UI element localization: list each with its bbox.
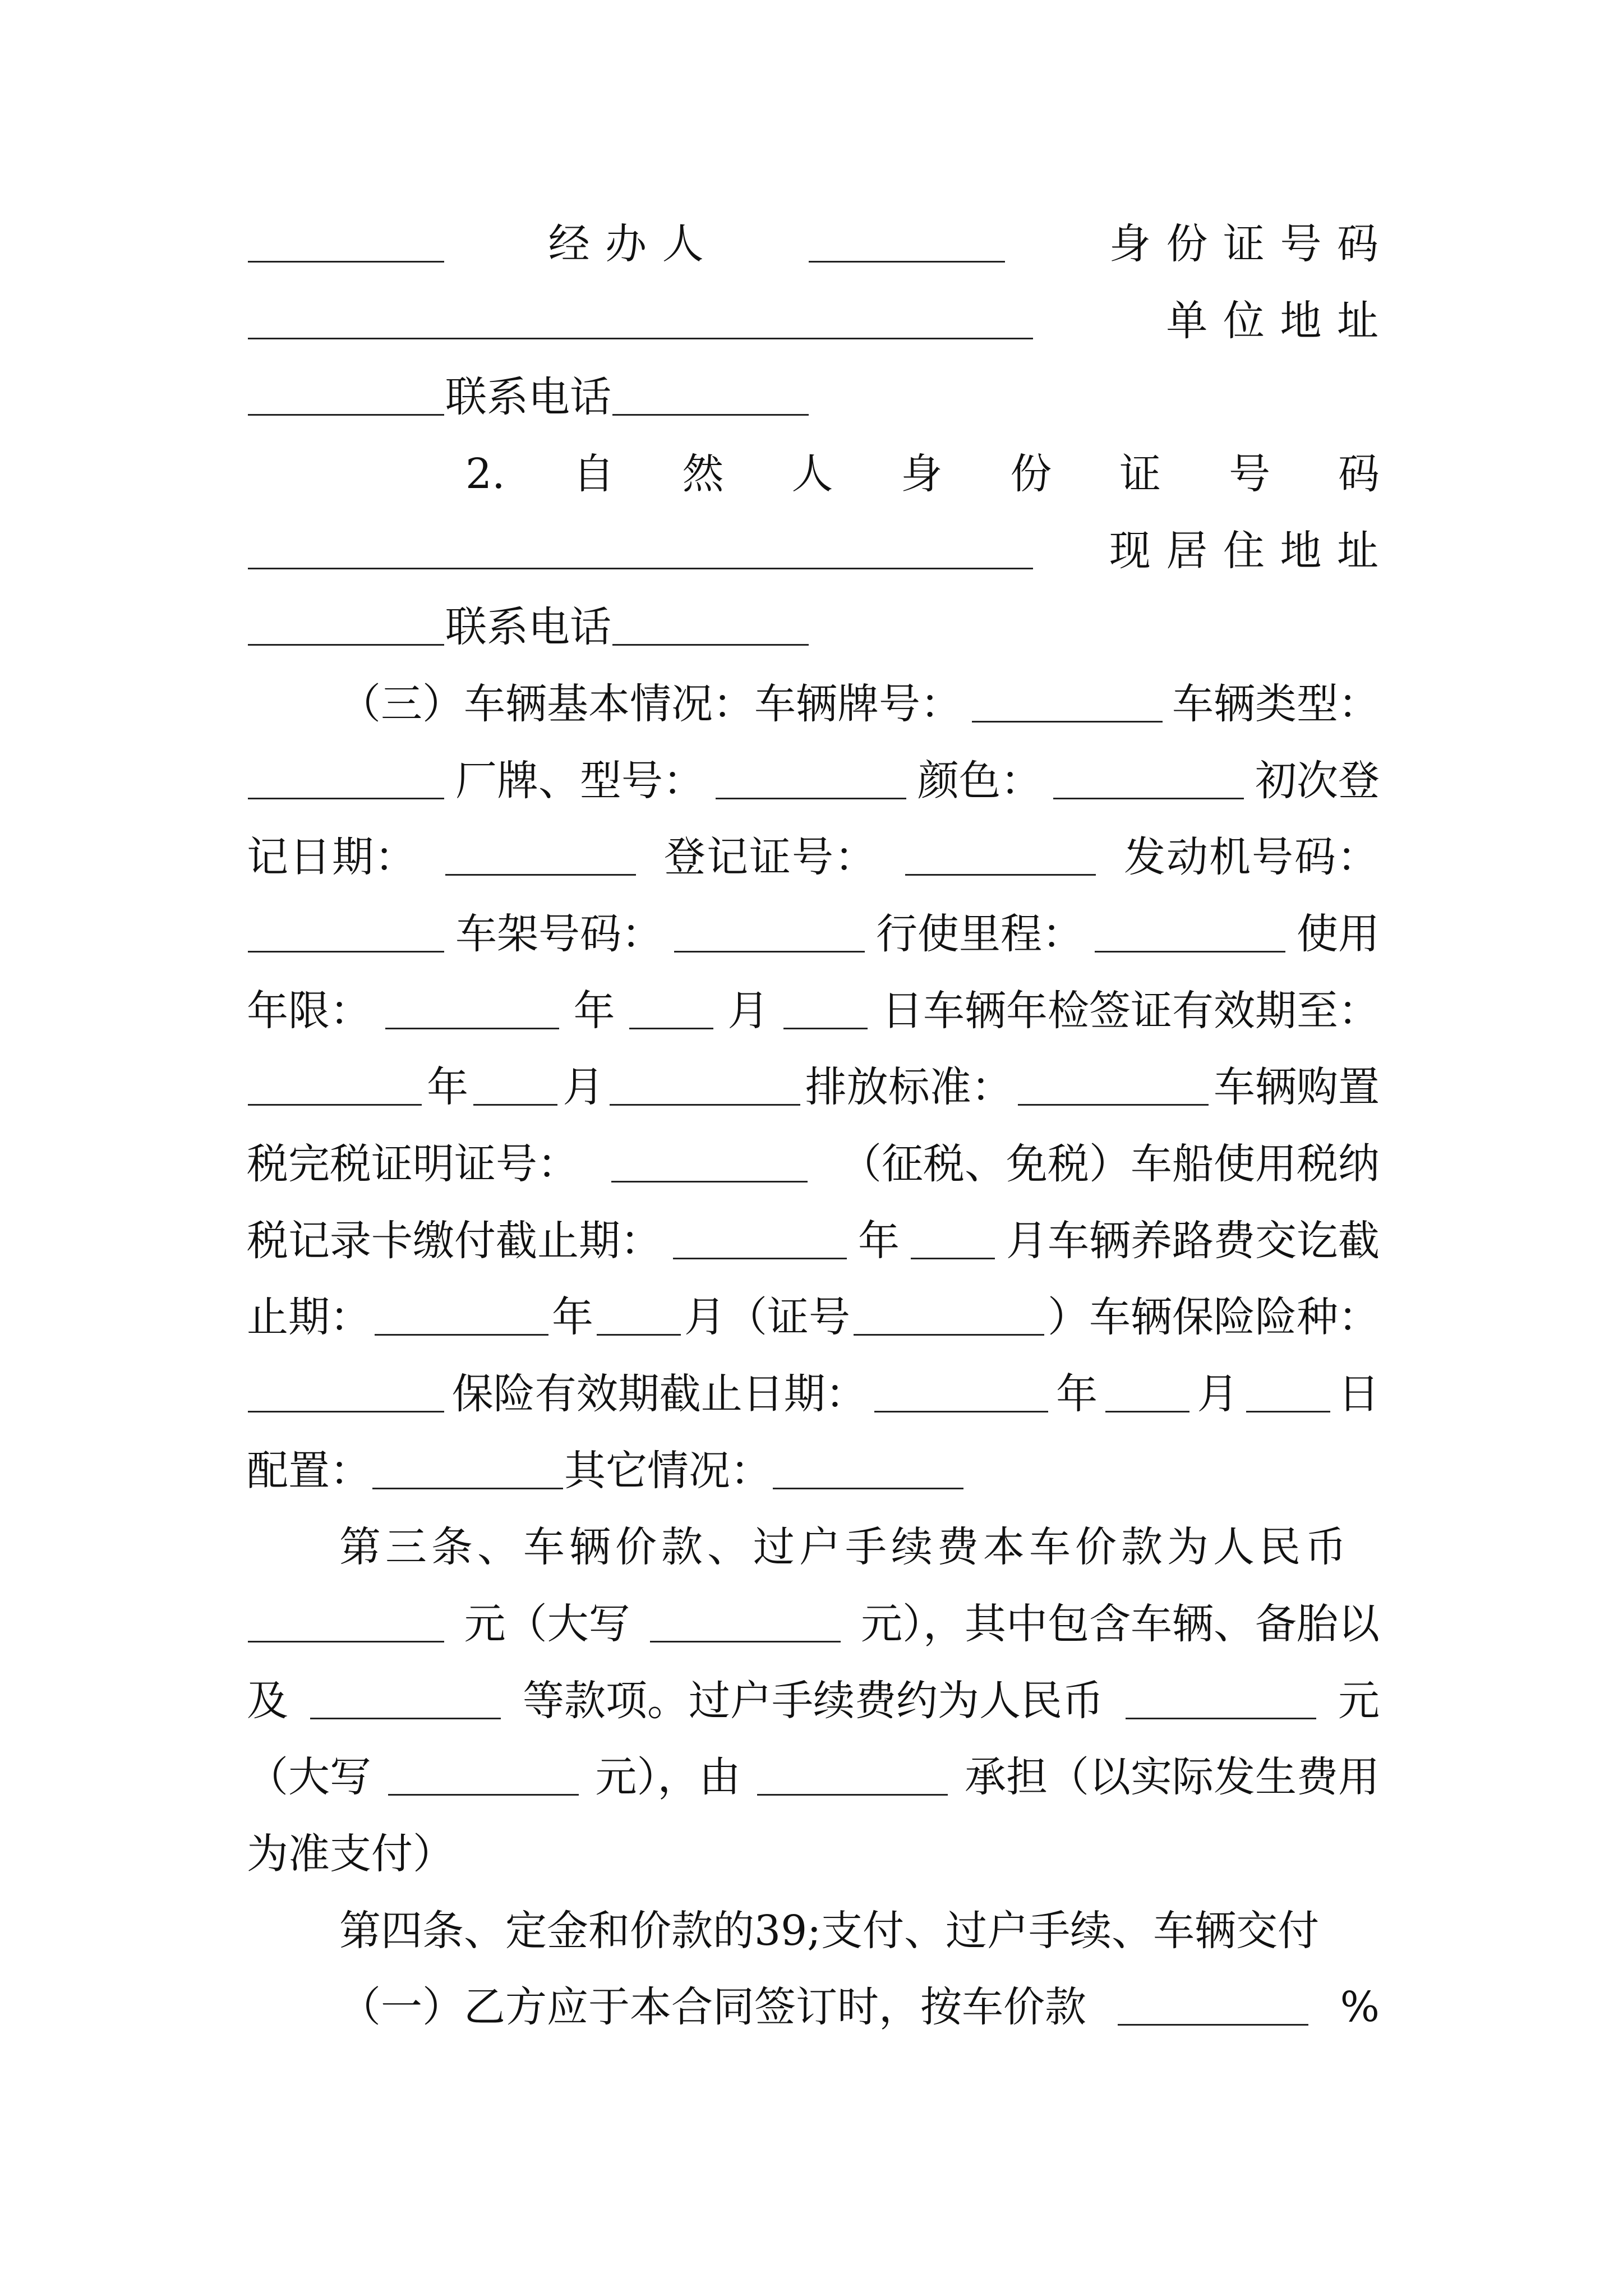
line-natural-person-id <box>465 440 1380 508</box>
line-article-3 <box>339 1513 1380 1581</box>
label-registration-date: 记日期： <box>247 833 417 881</box>
label-registration-cert: 登记证号： <box>664 833 877 881</box>
blank-field[interactable] <box>248 609 444 646</box>
label-tax-type: （征税、免税）车船使用税纳 <box>840 1140 1380 1188</box>
line-current-address <box>247 517 1380 585</box>
label-other-info: 其它情况： <box>564 1447 772 1495</box>
blank-field[interactable] <box>445 839 636 876</box>
blank-field[interactable] <box>248 226 444 263</box>
line-unit-address <box>247 287 1380 355</box>
blank-field[interactable] <box>610 1069 800 1106</box>
label-in-words: （大写 <box>247 1753 371 1801</box>
blank-field[interactable] <box>1126 1683 1316 1719</box>
label-year: 年 <box>858 1217 900 1265</box>
blank-field[interactable] <box>310 1683 501 1719</box>
blank-field[interactable] <box>911 1223 995 1259</box>
blank-field[interactable] <box>905 839 1096 876</box>
blank-field[interactable] <box>1118 1989 1308 2026</box>
blank-field[interactable] <box>385 993 559 1029</box>
article-4-heading: 第四条、定金和价款的39;支付、过户手续、车辆交付 <box>339 1907 1320 1955</box>
label-transfer-fee: 等款项。过户手续费约为人民币 <box>523 1677 1104 1725</box>
blank-field[interactable] <box>809 226 1005 263</box>
label-id-number: 身 份 证 号 码 <box>1109 220 1380 268</box>
char: 号 <box>1229 450 1271 498</box>
blank-field[interactable] <box>248 916 444 953</box>
blank-field[interactable] <box>372 1453 563 1489</box>
line-registration <box>247 823 1380 891</box>
line-phone-2 <box>247 593 1380 661</box>
line-insurance-expiry <box>247 1360 1380 1428</box>
label-emission-standard: 排放标准： <box>805 1063 1013 1111</box>
blank-field[interactable] <box>375 1299 548 1336</box>
line-brand-model <box>247 747 1380 815</box>
blank-field[interactable] <box>874 1376 1048 1412</box>
label-includes: 元），其中包含车辆、备胎以 <box>860 1600 1380 1648</box>
blank-field[interactable] <box>612 379 809 416</box>
line-tax-cert <box>247 1130 1380 1198</box>
line-article-4 <box>339 1897 1380 1964</box>
blank-field[interactable] <box>388 1759 579 1796</box>
blank-field[interactable] <box>248 1376 444 1412</box>
blank-field[interactable] <box>757 1759 948 1796</box>
line-emission <box>247 1053 1380 1121</box>
label-usage: 使用 <box>1297 910 1380 958</box>
blank-field[interactable] <box>248 303 1033 339</box>
label-mileage: 行使里程： <box>876 910 1083 958</box>
line-price-words <box>247 1590 1380 1658</box>
label-first-registration: 初次登 <box>1255 757 1380 805</box>
blank-field[interactable] <box>473 1069 557 1106</box>
line-transfer-fee <box>247 1667 1380 1734</box>
label-yuan: 元 <box>1338 1677 1380 1725</box>
blank-field[interactable] <box>783 993 868 1029</box>
line-road-fee-deadline <box>247 1283 1380 1351</box>
blank-field[interactable] <box>650 1606 841 1642</box>
line-actual-cost <box>247 1820 1380 1888</box>
blank-field[interactable] <box>1105 1376 1189 1412</box>
label-and: 及 <box>247 1677 288 1725</box>
label-year: 年 <box>427 1063 469 1111</box>
blank-field[interactable] <box>716 763 906 799</box>
label-color: 颜色： <box>917 757 1042 805</box>
label-tax-cert-number: 税完税证明证号： <box>247 1140 579 1188</box>
label-unit-address: 单 位 地 址 <box>1166 297 1380 345</box>
line-chassis <box>247 900 1380 968</box>
char: 码 <box>1338 450 1380 498</box>
char: 份 <box>1010 450 1052 498</box>
label-insurance-expiry: 保险有效期截止日期： <box>451 1370 867 1418</box>
label-brand-model: 厂牌、型号： <box>455 757 704 805</box>
label-month: 月 <box>727 987 769 1035</box>
label-day: 日 <box>1338 1370 1380 1418</box>
label-configuration: 配置： <box>247 1447 371 1495</box>
line-tax-record <box>247 1207 1380 1274</box>
item-number: 2. <box>465 450 505 498</box>
label-agent: 经 办 人 <box>548 220 705 268</box>
label-bear: 承担（以实际发生费用 <box>965 1753 1380 1801</box>
label-chassis-number: 车架号码： <box>455 910 663 958</box>
char: 人 <box>791 450 833 498</box>
blank-field[interactable] <box>1018 1069 1209 1106</box>
line-fee-bearer <box>247 1743 1380 1811</box>
blank-field[interactable] <box>773 1453 963 1489</box>
label-current-address: 现 居 住 地 址 <box>1109 527 1380 575</box>
label-cert-number: 月（证号 <box>684 1293 850 1341</box>
blank-field[interactable] <box>674 916 865 953</box>
label-deadline: 止期： <box>247 1293 371 1341</box>
line-phone-1 <box>247 364 1380 431</box>
char: 自 <box>573 450 615 498</box>
label-actual-payment: 为准支付） <box>247 1830 454 1878</box>
label-insurance-type: ）车辆保险险种： <box>1048 1293 1380 1341</box>
label-by: 元），由 <box>595 1753 741 1801</box>
blank-field[interactable] <box>248 763 444 799</box>
char: 身 <box>901 450 943 498</box>
label-yuan-words: 元（大写 <box>464 1600 630 1648</box>
label-phone: 联系电话 <box>445 373 611 421</box>
label-road-fee: 月车辆养路费交讫截 <box>1006 1217 1380 1265</box>
label-year: 年 <box>573 987 615 1035</box>
line-deposit <box>339 1973 1380 2041</box>
blank-field[interactable] <box>1053 763 1244 799</box>
blank-field[interactable] <box>629 993 713 1029</box>
line-vehicle-basic <box>339 670 1380 738</box>
blank-field[interactable] <box>972 686 1163 723</box>
label-percent: % <box>1340 1983 1380 2031</box>
blank-field[interactable] <box>1246 1376 1330 1412</box>
blank-field[interactable] <box>1095 916 1285 953</box>
label-service-life: 年限： <box>247 987 371 1035</box>
blank-field[interactable] <box>248 379 444 416</box>
blank-field[interactable] <box>854 1299 1044 1336</box>
label-year: 年 <box>1056 1370 1098 1418</box>
blank-field[interactable] <box>248 533 1033 569</box>
blank-field[interactable] <box>611 1146 808 1182</box>
label-phone: 联系电话 <box>445 603 611 651</box>
label-purchase-tax: 车辆购置 <box>1213 1063 1380 1111</box>
line-configuration <box>247 1437 1380 1504</box>
blank-field[interactable] <box>248 1606 444 1642</box>
label-deposit-clause: （一）乙方应于本合同签订时，按车价款 <box>339 1983 1086 2031</box>
label-tax-deadline: 税记录卡缴付截止期： <box>247 1217 662 1265</box>
line-agent <box>247 210 1380 278</box>
label-month: 月 <box>562 1063 605 1111</box>
char: 然 <box>682 450 724 498</box>
char: 证 <box>1119 450 1161 498</box>
label-month: 月 <box>1197 1370 1239 1418</box>
label-inspection-valid: 日车辆年检签证有效期至： <box>881 987 1380 1035</box>
label-vehicle-type: 车辆类型： <box>1172 680 1380 728</box>
label-vehicle-plate: （三）车辆基本情况：车辆牌号： <box>339 680 962 728</box>
blank-field[interactable] <box>597 1299 681 1336</box>
article-3-heading: 第三条、车辆价款、过户手续费本车价款为人民币 <box>339 1523 1351 1571</box>
line-service-life <box>247 977 1380 1045</box>
label-engine-number: 发动机号码： <box>1124 833 1380 881</box>
blank-field[interactable] <box>612 609 809 646</box>
blank-field[interactable] <box>248 1069 422 1106</box>
label-year: 年 <box>552 1293 593 1341</box>
blank-field[interactable] <box>673 1223 847 1259</box>
